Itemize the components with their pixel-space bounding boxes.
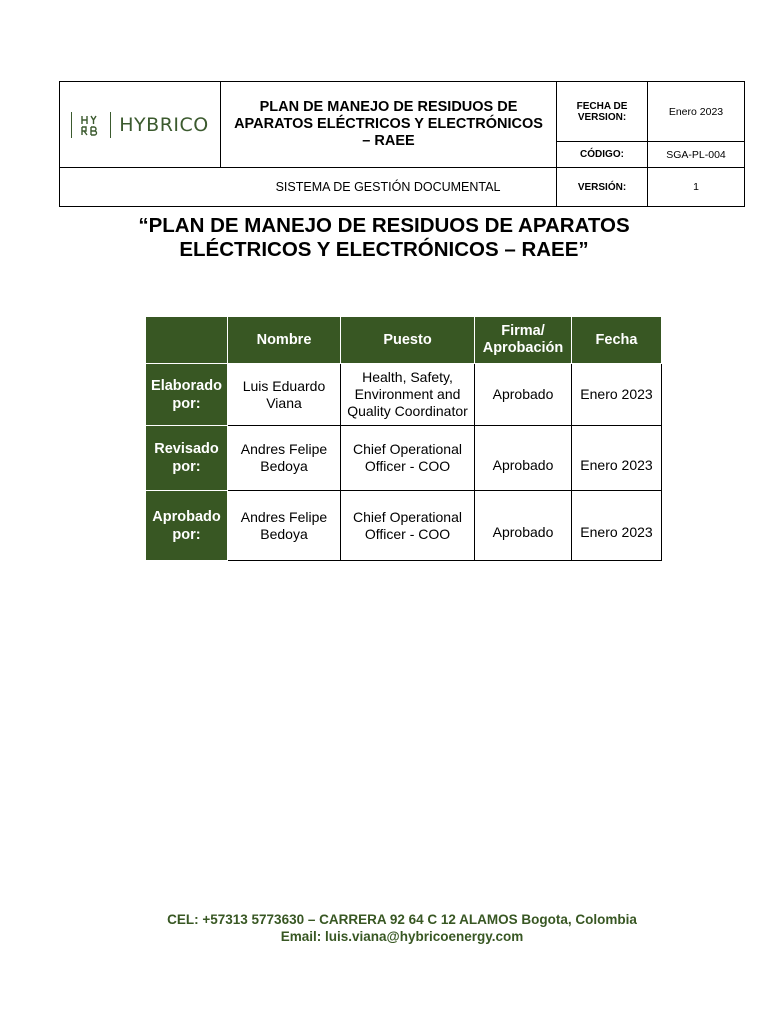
row-signature xyxy=(475,426,572,491)
footer-address: CEL: +57313 5773630 – CARRERA 92 64 C 12 ALAMOS Bogota, Colombia xyxy=(167,912,637,927)
document-title-line-2: ELÉCTRICOS Y ELECTRÓNICOS – RAEE” xyxy=(179,238,589,261)
row-date-text: Enero 2023 xyxy=(580,524,653,540)
hybrico-logo-icon xyxy=(80,113,102,137)
column-header-fecha: Fecha xyxy=(572,317,662,364)
fecha-label: FECHA DE VERSION: xyxy=(557,82,648,142)
row-role: Revisado por: xyxy=(146,426,228,491)
codigo-value: SGA-PL-004 xyxy=(648,142,745,168)
row-signature xyxy=(475,491,572,561)
row-signature-text: Aprobado xyxy=(492,524,554,540)
page-footer xyxy=(0,911,768,945)
row-name: Andres Felipe Bedoya xyxy=(228,426,341,491)
codigo-label: CÓDIGO: xyxy=(557,142,648,168)
row-date xyxy=(572,491,662,561)
document-title xyxy=(0,214,768,262)
row-signature-text: Aprobado xyxy=(492,456,554,473)
table-row xyxy=(146,491,662,561)
row-position: Chief Operational Officer - COO xyxy=(341,491,475,561)
footer-email: Email: luis.viana@hybricoenergy.com xyxy=(280,929,524,944)
row-date: Enero 2023 xyxy=(572,364,662,426)
row-role: Aprobado por: xyxy=(146,491,228,561)
column-header-puesto: Puesto xyxy=(341,317,475,364)
column-header-nombre: Nombre xyxy=(228,317,341,364)
logo-cell xyxy=(60,82,221,168)
table-row xyxy=(146,364,662,426)
document-header xyxy=(59,81,745,207)
row-name: Luis Eduardo Viana xyxy=(228,364,341,426)
approval-table xyxy=(145,316,662,561)
row-role: Elaborado por: xyxy=(146,364,228,426)
document-header-title: PLAN DE MANEJO DE RESIDUOS DE APARATOS ELÉCTRICOS Y ELECTRÓNICOS – RAEE xyxy=(221,82,557,168)
sistema-gestion-label: SISTEMA DE GESTIÓN DOCUMENTAL xyxy=(60,168,557,207)
row-name: Andres Felipe Bedoya xyxy=(228,491,341,561)
version-label: VERSIÓN: xyxy=(557,168,648,207)
table-row xyxy=(146,426,662,491)
document-title-line-1: “PLAN DE MANEJO DE RESIDUOS DE APARATOS xyxy=(138,214,630,237)
fecha-value: Enero 2023 xyxy=(648,82,745,142)
hybrico-logo xyxy=(60,112,220,138)
approval-table-header xyxy=(146,317,662,364)
row-date xyxy=(572,426,662,491)
row-position: Chief Operational Officer - COO xyxy=(341,426,475,491)
row-position: Health, Safety, Environment and Quality Coordinator xyxy=(341,364,475,426)
row-signature: Aprobado xyxy=(475,364,572,426)
version-value: 1 xyxy=(648,168,745,207)
column-header-firma: Firma/ Aprobación xyxy=(475,317,572,364)
column-header-role xyxy=(146,317,228,364)
row-date-text: Enero 2023 xyxy=(580,456,653,473)
logo-text: HYBRICO xyxy=(119,113,209,136)
